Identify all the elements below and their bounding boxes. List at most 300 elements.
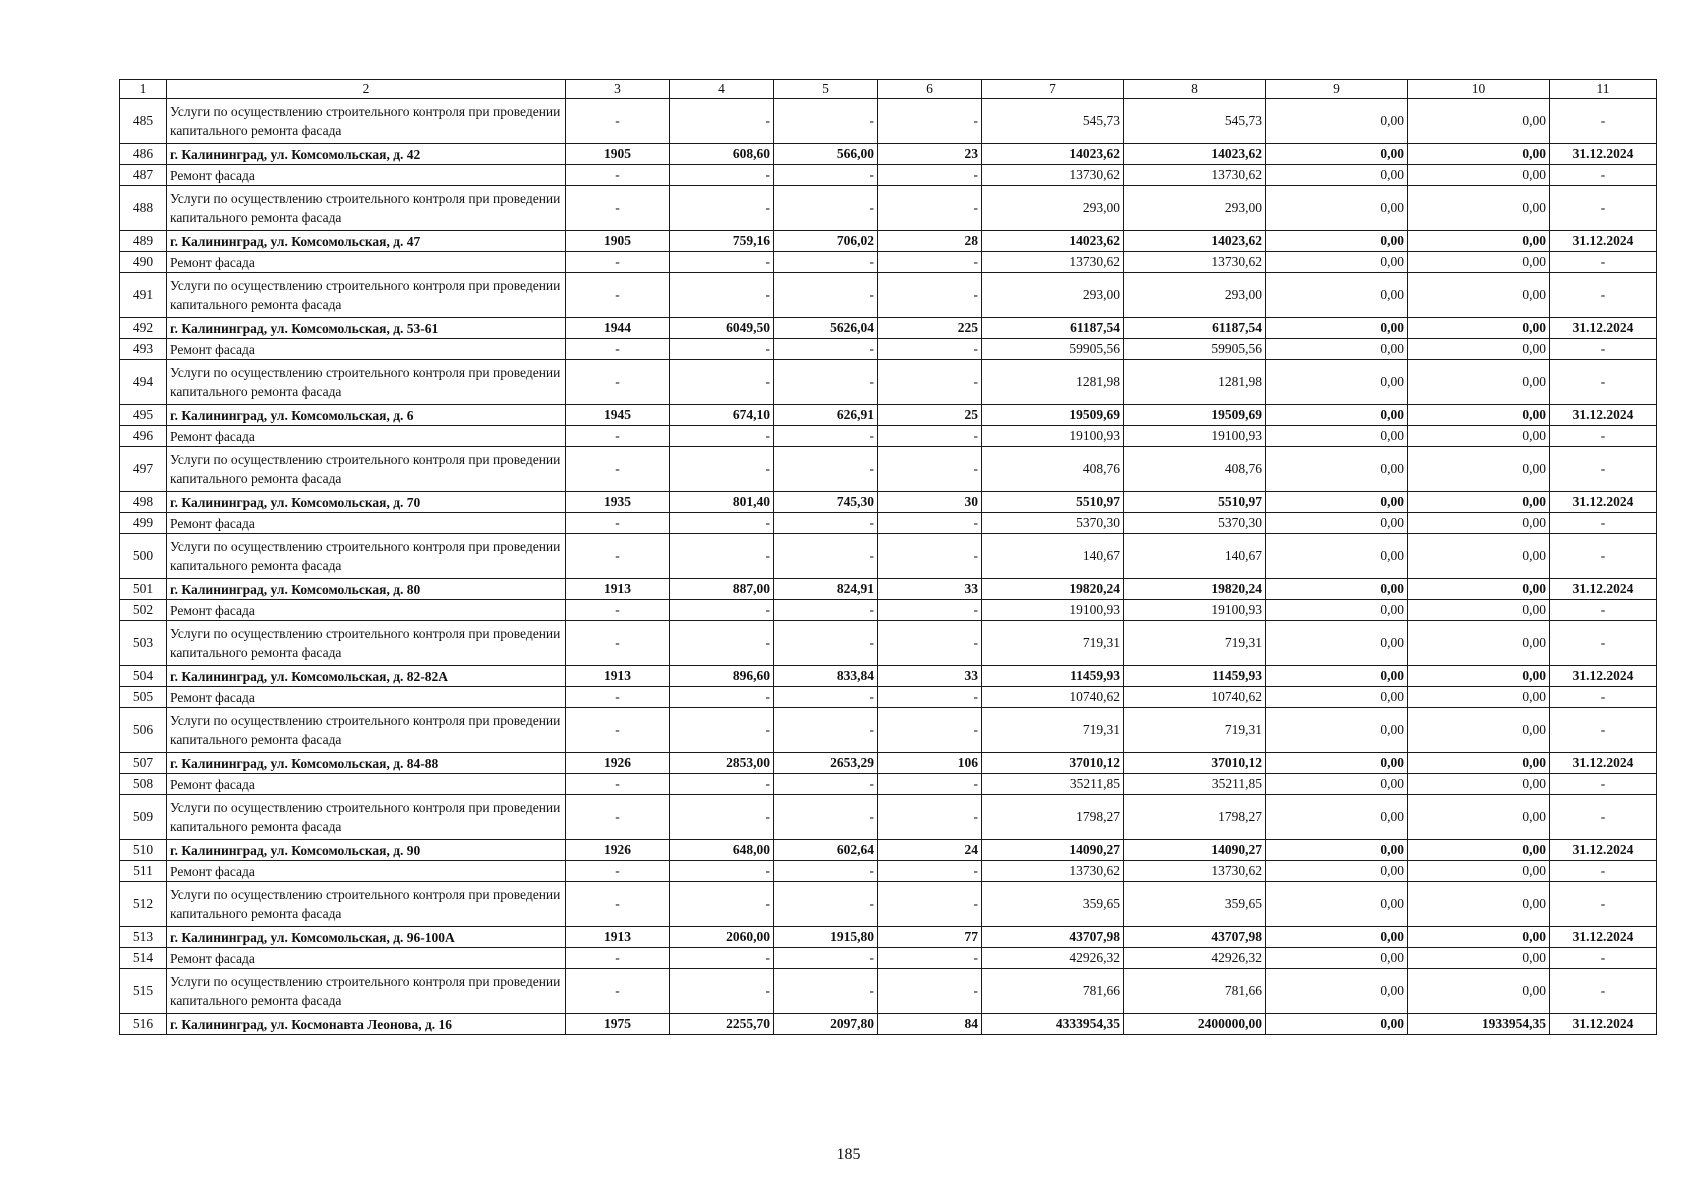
fund-cost-cell: 359,65	[1124, 882, 1266, 927]
total-cost-cell: 13730,62	[982, 165, 1124, 186]
area-total-cell: -	[670, 339, 774, 360]
row-number: 490	[120, 252, 167, 273]
year-cell: -	[566, 969, 670, 1014]
residents-cell: -	[878, 621, 982, 666]
fund-cost-cell: 545,73	[1124, 99, 1266, 144]
table-row-repair	[120, 513, 1657, 534]
residents-cell: -	[878, 186, 982, 231]
area-living-cell: 566,00	[774, 144, 878, 165]
area-total-cell: 2060,00	[670, 927, 774, 948]
residents-cell: -	[878, 969, 982, 1014]
fund-cost-cell: 19509,69	[1124, 405, 1266, 426]
table-row-repair	[120, 861, 1657, 882]
total-cost-cell: 13730,62	[982, 252, 1124, 273]
area-living-cell: 602,64	[774, 840, 878, 861]
year-cell: 1926	[566, 753, 670, 774]
total-cost-cell: 61187,54	[982, 318, 1124, 339]
table-row-service	[120, 882, 1657, 927]
fund-cost-cell: 59905,56	[1124, 339, 1266, 360]
object-name: Услуги по осуществлению строительного контроля при проведении капитального ремонта фасада	[167, 882, 566, 927]
owners-cost-cell: 0,00	[1408, 426, 1550, 447]
year-cell: 1905	[566, 144, 670, 165]
owners-cost-cell: 0,00	[1408, 708, 1550, 753]
owners-cost-cell: 0,00	[1408, 534, 1550, 579]
row-number: 502	[120, 600, 167, 621]
total-cost-cell: 35211,85	[982, 774, 1124, 795]
row-number: 495	[120, 405, 167, 426]
row-number: 511	[120, 861, 167, 882]
deadline-cell: -	[1550, 861, 1657, 882]
column-header: 11	[1550, 80, 1657, 99]
row-number: 488	[120, 186, 167, 231]
row-number: 509	[120, 795, 167, 840]
owners-cost-cell: 0,00	[1408, 600, 1550, 621]
budget-cost-cell: 0,00	[1266, 666, 1408, 687]
deadline-cell: -	[1550, 621, 1657, 666]
object-name: Услуги по осуществлению строительного контроля при проведении капитального ремонта фасада	[167, 621, 566, 666]
row-number: 516	[120, 1014, 167, 1035]
total-cost-cell: 293,00	[982, 186, 1124, 231]
budget-cost-cell: 0,00	[1266, 708, 1408, 753]
area-living-cell: -	[774, 882, 878, 927]
year-cell: -	[566, 774, 670, 795]
year-cell: -	[566, 948, 670, 969]
object-name: Услуги по осуществлению строительного контроля при проведении капитального ремонта фасада	[167, 447, 566, 492]
table-row-service	[120, 621, 1657, 666]
year-cell: 1905	[566, 231, 670, 252]
budget-cost-cell: 0,00	[1266, 426, 1408, 447]
table-row-address	[120, 840, 1657, 861]
table-row-repair	[120, 426, 1657, 447]
owners-cost-cell: 0,00	[1408, 882, 1550, 927]
fund-cost-cell: 293,00	[1124, 186, 1266, 231]
table-row-address	[120, 927, 1657, 948]
object-name: Услуги по осуществлению строительного контроля при проведении капитального ремонта фасада	[167, 795, 566, 840]
fund-cost-cell: 140,67	[1124, 534, 1266, 579]
row-number: 493	[120, 339, 167, 360]
object-name: г. Калининград, ул. Комсомольская, д. 70	[167, 492, 566, 513]
page-number: 185	[836, 1146, 861, 1163]
budget-cost-cell: 0,00	[1266, 687, 1408, 708]
deadline-cell: 31.12.2024	[1550, 405, 1657, 426]
column-header: 1	[120, 80, 167, 99]
residents-cell: -	[878, 426, 982, 447]
year-cell: -	[566, 861, 670, 882]
area-living-cell: 833,84	[774, 666, 878, 687]
object-name: Ремонт фасада	[167, 774, 566, 795]
object-name: г. Калининград, ул. Комсомольская, д. 47	[167, 231, 566, 252]
area-total-cell: -	[670, 708, 774, 753]
area-living-cell: 626,91	[774, 405, 878, 426]
fund-cost-cell: 61187,54	[1124, 318, 1266, 339]
object-name: г. Калининград, ул. Комсомольская, д. 6	[167, 405, 566, 426]
area-living-cell: -	[774, 273, 878, 318]
residents-cell: 23	[878, 144, 982, 165]
area-living-cell: -	[774, 600, 878, 621]
owners-cost-cell: 0,00	[1408, 360, 1550, 405]
total-cost-cell: 719,31	[982, 708, 1124, 753]
owners-cost-cell: 0,00	[1408, 753, 1550, 774]
owners-cost-cell: 0,00	[1408, 513, 1550, 534]
deadline-cell: -	[1550, 687, 1657, 708]
object-name: г. Калининград, ул. Комсомольская, д. 96-100А	[167, 927, 566, 948]
total-cost-cell: 19100,93	[982, 426, 1124, 447]
budget-cost-cell: 0,00	[1266, 579, 1408, 600]
area-total-cell: -	[670, 948, 774, 969]
fund-cost-cell: 19820,24	[1124, 579, 1266, 600]
area-living-cell: -	[774, 948, 878, 969]
residents-cell: -	[878, 447, 982, 492]
deadline-cell: 31.12.2024	[1550, 840, 1657, 861]
row-number: 487	[120, 165, 167, 186]
table-row-service	[120, 99, 1657, 144]
residents-cell: 33	[878, 579, 982, 600]
budget-cost-cell: 0,00	[1266, 231, 1408, 252]
budget-cost-cell: 0,00	[1266, 513, 1408, 534]
table-row-address	[120, 318, 1657, 339]
fund-cost-cell: 5370,30	[1124, 513, 1266, 534]
object-name: Ремонт фасада	[167, 687, 566, 708]
object-name: Услуги по осуществлению строительного контроля при проведении капитального ремонта фасада	[167, 534, 566, 579]
fund-cost-cell: 13730,62	[1124, 252, 1266, 273]
residents-cell: -	[878, 339, 982, 360]
table-row-address	[120, 579, 1657, 600]
object-name: Ремонт фасада	[167, 426, 566, 447]
total-cost-cell: 13730,62	[982, 861, 1124, 882]
row-number: 498	[120, 492, 167, 513]
budget-cost-cell: 0,00	[1266, 969, 1408, 1014]
residents-cell: 77	[878, 927, 982, 948]
budget-cost-cell: 0,00	[1266, 534, 1408, 579]
budget-cost-cell: 0,00	[1266, 840, 1408, 861]
capital-repair-table	[119, 79, 1657, 1035]
budget-cost-cell: 0,00	[1266, 1014, 1408, 1035]
year-cell: 1926	[566, 840, 670, 861]
object-name: Ремонт фасада	[167, 165, 566, 186]
year-cell: -	[566, 360, 670, 405]
fund-cost-cell: 5510,97	[1124, 492, 1266, 513]
total-cost-cell: 5510,97	[982, 492, 1124, 513]
object-name: Ремонт фасада	[167, 513, 566, 534]
budget-cost-cell: 0,00	[1266, 318, 1408, 339]
table-row-address	[120, 492, 1657, 513]
residents-cell: -	[878, 600, 982, 621]
object-name: Услуги по осуществлению строительного контроля при проведении капитального ремонта фасада	[167, 969, 566, 1014]
owners-cost-cell: 0,00	[1408, 144, 1550, 165]
area-living-cell: -	[774, 99, 878, 144]
residents-cell: -	[878, 360, 982, 405]
year-cell: 1913	[566, 666, 670, 687]
table-row-repair	[120, 948, 1657, 969]
area-living-cell: 745,30	[774, 492, 878, 513]
area-total-cell: 648,00	[670, 840, 774, 861]
area-total-cell: -	[670, 795, 774, 840]
owners-cost-cell: 0,00	[1408, 273, 1550, 318]
residents-cell: 106	[878, 753, 982, 774]
row-number: 512	[120, 882, 167, 927]
budget-cost-cell: 0,00	[1266, 492, 1408, 513]
table-row-address	[120, 144, 1657, 165]
fund-cost-cell: 781,66	[1124, 969, 1266, 1014]
year-cell: -	[566, 795, 670, 840]
area-total-cell: -	[670, 165, 774, 186]
fund-cost-cell: 37010,12	[1124, 753, 1266, 774]
residents-cell: -	[878, 513, 982, 534]
year-cell: 1935	[566, 492, 670, 513]
deadline-cell: 31.12.2024	[1550, 927, 1657, 948]
row-number: 507	[120, 753, 167, 774]
area-living-cell: -	[774, 513, 878, 534]
table-row-address	[120, 753, 1657, 774]
owners-cost-cell: 0,00	[1408, 621, 1550, 666]
area-total-cell: 896,60	[670, 666, 774, 687]
area-total-cell: 6049,50	[670, 318, 774, 339]
row-number: 489	[120, 231, 167, 252]
area-living-cell: -	[774, 861, 878, 882]
budget-cost-cell: 0,00	[1266, 948, 1408, 969]
row-number: 515	[120, 969, 167, 1014]
deadline-cell: 31.12.2024	[1550, 1014, 1657, 1035]
row-number: 501	[120, 579, 167, 600]
fund-cost-cell: 2400000,00	[1124, 1014, 1266, 1035]
object-name: г. Калининград, ул. Комсомольская, д. 82-82А	[167, 666, 566, 687]
area-total-cell: 759,16	[670, 231, 774, 252]
total-cost-cell: 5370,30	[982, 513, 1124, 534]
column-header: 9	[1266, 80, 1408, 99]
deadline-cell: 31.12.2024	[1550, 666, 1657, 687]
object-name: г. Калининград, ул. Комсомольская, д. 80	[167, 579, 566, 600]
column-header: 3	[566, 80, 670, 99]
owners-cost-cell: 0,00	[1408, 927, 1550, 948]
row-number: 510	[120, 840, 167, 861]
fund-cost-cell: 43707,98	[1124, 927, 1266, 948]
table-row-service	[120, 360, 1657, 405]
owners-cost-cell: 0,00	[1408, 666, 1550, 687]
table-row-repair	[120, 600, 1657, 621]
row-number: 491	[120, 273, 167, 318]
area-living-cell: -	[774, 621, 878, 666]
year-cell: -	[566, 708, 670, 753]
fund-cost-cell: 1798,27	[1124, 795, 1266, 840]
deadline-cell: -	[1550, 513, 1657, 534]
fund-cost-cell: 14090,27	[1124, 840, 1266, 861]
column-number-header-row	[120, 80, 1657, 99]
area-total-cell: -	[670, 447, 774, 492]
deadline-cell: -	[1550, 447, 1657, 492]
area-total-cell: -	[670, 513, 774, 534]
table-row-service	[120, 447, 1657, 492]
row-number: 506	[120, 708, 167, 753]
table-row-service	[120, 186, 1657, 231]
fund-cost-cell: 42926,32	[1124, 948, 1266, 969]
budget-cost-cell: 0,00	[1266, 927, 1408, 948]
row-number: 485	[120, 99, 167, 144]
column-header: 6	[878, 80, 982, 99]
year-cell: 1975	[566, 1014, 670, 1035]
area-living-cell: -	[774, 360, 878, 405]
fund-cost-cell: 719,31	[1124, 621, 1266, 666]
object-name: Ремонт фасада	[167, 861, 566, 882]
total-cost-cell: 4333954,35	[982, 1014, 1124, 1035]
year-cell: -	[566, 534, 670, 579]
area-living-cell: -	[774, 774, 878, 795]
year-cell: -	[566, 99, 670, 144]
area-total-cell: -	[670, 861, 774, 882]
area-total-cell: -	[670, 186, 774, 231]
row-number: 499	[120, 513, 167, 534]
area-total-cell: 887,00	[670, 579, 774, 600]
budget-cost-cell: 0,00	[1266, 99, 1408, 144]
area-living-cell: -	[774, 795, 878, 840]
deadline-cell: -	[1550, 948, 1657, 969]
owners-cost-cell: 0,00	[1408, 165, 1550, 186]
fund-cost-cell: 10740,62	[1124, 687, 1266, 708]
area-living-cell: 5626,04	[774, 318, 878, 339]
object-name: Услуги по осуществлению строительного контроля при проведении капитального ремонта фасада	[167, 99, 566, 144]
residents-cell: -	[878, 948, 982, 969]
owners-cost-cell: 0,00	[1408, 948, 1550, 969]
budget-cost-cell: 0,00	[1266, 405, 1408, 426]
area-total-cell: -	[670, 252, 774, 273]
total-cost-cell: 781,66	[982, 969, 1124, 1014]
residents-cell: -	[878, 795, 982, 840]
budget-cost-cell: 0,00	[1266, 600, 1408, 621]
fund-cost-cell: 19100,93	[1124, 600, 1266, 621]
object-name: Услуги по осуществлению строительного контроля при проведении капитального ремонта фасада	[167, 708, 566, 753]
object-name: г. Калининград, ул. Комсомольская, д. 90	[167, 840, 566, 861]
object-name: г. Калининград, ул. Комсомольская, д. 42	[167, 144, 566, 165]
area-living-cell: -	[774, 186, 878, 231]
table-row-repair	[120, 687, 1657, 708]
owners-cost-cell: 0,00	[1408, 969, 1550, 1014]
budget-cost-cell: 0,00	[1266, 273, 1408, 318]
table-row-service	[120, 969, 1657, 1014]
year-cell: 1913	[566, 927, 670, 948]
total-cost-cell: 293,00	[982, 273, 1124, 318]
year-cell: -	[566, 621, 670, 666]
area-total-cell: -	[670, 99, 774, 144]
residents-cell: -	[878, 861, 982, 882]
deadline-cell: -	[1550, 534, 1657, 579]
year-cell: -	[566, 186, 670, 231]
row-number: 496	[120, 426, 167, 447]
object-name: г. Калининград, ул. Космонавта Леонова, д. 16	[167, 1014, 566, 1035]
row-number: 497	[120, 447, 167, 492]
residents-cell: -	[878, 882, 982, 927]
row-number: 505	[120, 687, 167, 708]
object-name: Ремонт фасада	[167, 948, 566, 969]
row-number: 500	[120, 534, 167, 579]
total-cost-cell: 14023,62	[982, 144, 1124, 165]
owners-cost-cell: 0,00	[1408, 231, 1550, 252]
owners-cost-cell: 0,00	[1408, 840, 1550, 861]
area-living-cell: 706,02	[774, 231, 878, 252]
residents-cell: -	[878, 774, 982, 795]
year-cell: 1945	[566, 405, 670, 426]
area-living-cell: -	[774, 969, 878, 1014]
residents-cell: -	[878, 534, 982, 579]
column-header: 10	[1408, 80, 1550, 99]
total-cost-cell: 359,65	[982, 882, 1124, 927]
fund-cost-cell: 13730,62	[1124, 165, 1266, 186]
table-row-address	[120, 1014, 1657, 1035]
budget-cost-cell: 0,00	[1266, 861, 1408, 882]
deadline-cell: -	[1550, 882, 1657, 927]
fund-cost-cell: 35211,85	[1124, 774, 1266, 795]
budget-cost-cell: 0,00	[1266, 447, 1408, 492]
total-cost-cell: 1281,98	[982, 360, 1124, 405]
owners-cost-cell: 0,00	[1408, 405, 1550, 426]
table-row-repair	[120, 339, 1657, 360]
year-cell: -	[566, 273, 670, 318]
deadline-cell: -	[1550, 252, 1657, 273]
table-row-address	[120, 666, 1657, 687]
total-cost-cell: 140,67	[982, 534, 1124, 579]
area-living-cell: -	[774, 426, 878, 447]
table-row-repair	[120, 252, 1657, 273]
deadline-cell: -	[1550, 165, 1657, 186]
residents-cell: -	[878, 273, 982, 318]
area-total-cell: -	[670, 621, 774, 666]
year-cell: -	[566, 513, 670, 534]
owners-cost-cell: 0,00	[1408, 186, 1550, 231]
fund-cost-cell: 1281,98	[1124, 360, 1266, 405]
deadline-cell: -	[1550, 795, 1657, 840]
total-cost-cell: 19509,69	[982, 405, 1124, 426]
deadline-cell: 31.12.2024	[1550, 492, 1657, 513]
object-name: Услуги по осуществлению строительного контроля при проведении капитального ремонта фасада	[167, 186, 566, 231]
object-name: г. Калининград, ул. Комсомольская, д. 53-61	[167, 318, 566, 339]
area-living-cell: -	[774, 252, 878, 273]
residents-cell: 225	[878, 318, 982, 339]
total-cost-cell: 10740,62	[982, 687, 1124, 708]
year-cell: -	[566, 882, 670, 927]
deadline-cell: -	[1550, 426, 1657, 447]
object-name: г. Калининград, ул. Комсомольская, д. 84-88	[167, 753, 566, 774]
residents-cell: 33	[878, 666, 982, 687]
budget-cost-cell: 0,00	[1266, 339, 1408, 360]
table-row-service	[120, 534, 1657, 579]
year-cell: -	[566, 447, 670, 492]
row-number: 503	[120, 621, 167, 666]
area-total-cell: -	[670, 534, 774, 579]
deadline-cell: -	[1550, 273, 1657, 318]
owners-cost-cell: 0,00	[1408, 252, 1550, 273]
table-row-repair	[120, 165, 1657, 186]
table-body	[120, 80, 1657, 1035]
fund-cost-cell: 14023,62	[1124, 144, 1266, 165]
total-cost-cell: 14090,27	[982, 840, 1124, 861]
total-cost-cell: 1798,27	[982, 795, 1124, 840]
row-number: 494	[120, 360, 167, 405]
residents-cell: 28	[878, 231, 982, 252]
year-cell: -	[566, 687, 670, 708]
table-row-service	[120, 795, 1657, 840]
deadline-cell: 31.12.2024	[1550, 231, 1657, 252]
object-name: Ремонт фасада	[167, 252, 566, 273]
table-row-address	[120, 405, 1657, 426]
residents-cell: 25	[878, 405, 982, 426]
column-header: 5	[774, 80, 878, 99]
residents-cell: -	[878, 708, 982, 753]
column-header: 4	[670, 80, 774, 99]
owners-cost-cell: 0,00	[1408, 579, 1550, 600]
area-total-cell: -	[670, 687, 774, 708]
year-cell: -	[566, 600, 670, 621]
deadline-cell: -	[1550, 99, 1657, 144]
owners-cost-cell: 0,00	[1408, 318, 1550, 339]
area-total-cell: -	[670, 426, 774, 447]
